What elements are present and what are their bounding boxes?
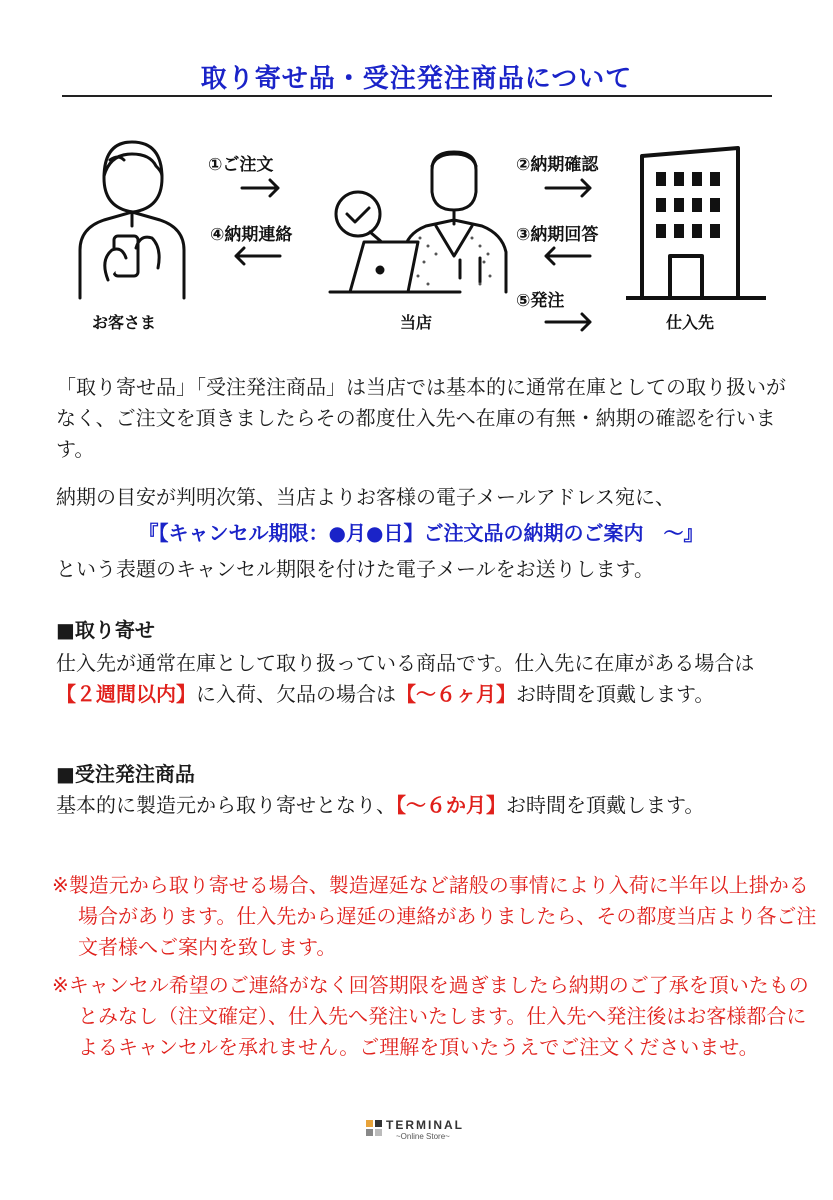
logo-subtitle: ~Online Store~ — [396, 1132, 450, 1141]
terminal-logo — [366, 1118, 476, 1144]
intro-paragraph: 「取り寄せ品」「受注発注商品」は当店では基本的に通常在庫としての取り扱いがなく、ご注文を頂きましたらその都度仕入先へ在庫の有無・納期の確認を行います。 — [56, 375, 786, 461]
toriyose-text-2: に入荷、欠品の場合は — [196, 682, 396, 706]
customer-icon — [80, 142, 184, 298]
step-delivery-notice-label: ④納期連絡 — [210, 225, 293, 245]
note-delay: ※製造元から取り寄せる場合、製造遅延など諸般の事情により入荷に半年以上掛かる場合があります。仕入先から遅延の連絡がありましたら、その都度当店より各ご注文者様へご案内を致します。 — [52, 873, 817, 959]
arrow-right-icon — [546, 180, 590, 196]
juchu-highlight-6months: 【～６か月】 — [396, 793, 506, 817]
toriyose-highlight-6months: 【～６ヶ月】 — [396, 682, 516, 706]
customer-caption: お客さま — [92, 313, 157, 332]
supplier-caption: 仕入先 — [666, 313, 715, 332]
arrow-left-icon — [236, 248, 280, 264]
store-caption: 当店 — [400, 313, 433, 332]
order-flow-diagram — [0, 0, 833, 340]
arrow-right-icon — [546, 314, 590, 330]
mail-trailing-text: という表題のキャンセル期限を付けた電子メールをお送りします。 — [56, 557, 654, 581]
step-delivery-answer-label: ③納期回答 — [516, 225, 599, 245]
toriyose-text-1: 仕入先が通常在庫として取り扱っている商品です。仕入先に在庫がある場合は — [56, 651, 755, 675]
toriyose-text-3: お時間を頂戴します。 — [516, 682, 715, 706]
arrow-left-icon — [546, 248, 590, 264]
juchu-paragraph — [56, 790, 786, 821]
toriyose-heading: ■取り寄せ — [56, 618, 155, 642]
store-staff-icon — [330, 152, 506, 292]
juchu-text-2: お時間を頂戴します。 — [506, 793, 705, 817]
arrow-right-icon — [242, 180, 278, 196]
supplier-building-icon — [626, 148, 766, 298]
note-cancellation: ※キャンセル希望のご連絡がなく回答期限を過ぎましたら納期のご了承を頂いたものとみなし（注文確定）、仕入先へ発注いたします。仕入先へ発注後はお客様都合によるキャンセルを承れません。ご理解を頂いたうえでご注文くださいませ。 — [52, 973, 809, 1059]
toriyose-highlight-2weeks: 【２週間以内】 — [56, 682, 196, 706]
logo-mark-icon — [366, 1120, 382, 1136]
toriyose-paragraph — [56, 648, 786, 710]
step-delivery-check-label: ②納期確認 — [516, 155, 599, 175]
juchu-heading: ■受注発注商品 — [56, 762, 195, 786]
juchu-text-1: 基本的に製造元から取り寄せとなり、 — [56, 793, 396, 817]
page-title: 取り寄せ品・受注発注商品について — [200, 64, 633, 94]
logo-name: TERMINAL — [386, 1118, 464, 1132]
mail-lead-text: 納期の目安が判明次第、当店よりお客様の電子メールアドレス宛に、 — [56, 485, 675, 509]
mail-subject-line: 『【キャンセル期限：●月●日】ご注文品の納期のご案内 ～』 — [138, 521, 704, 545]
flow-illustrations — [0, 0, 833, 340]
step-order-label: ①ご注文 — [208, 155, 274, 175]
step-place-order-label: ⑤発注 — [516, 291, 565, 311]
